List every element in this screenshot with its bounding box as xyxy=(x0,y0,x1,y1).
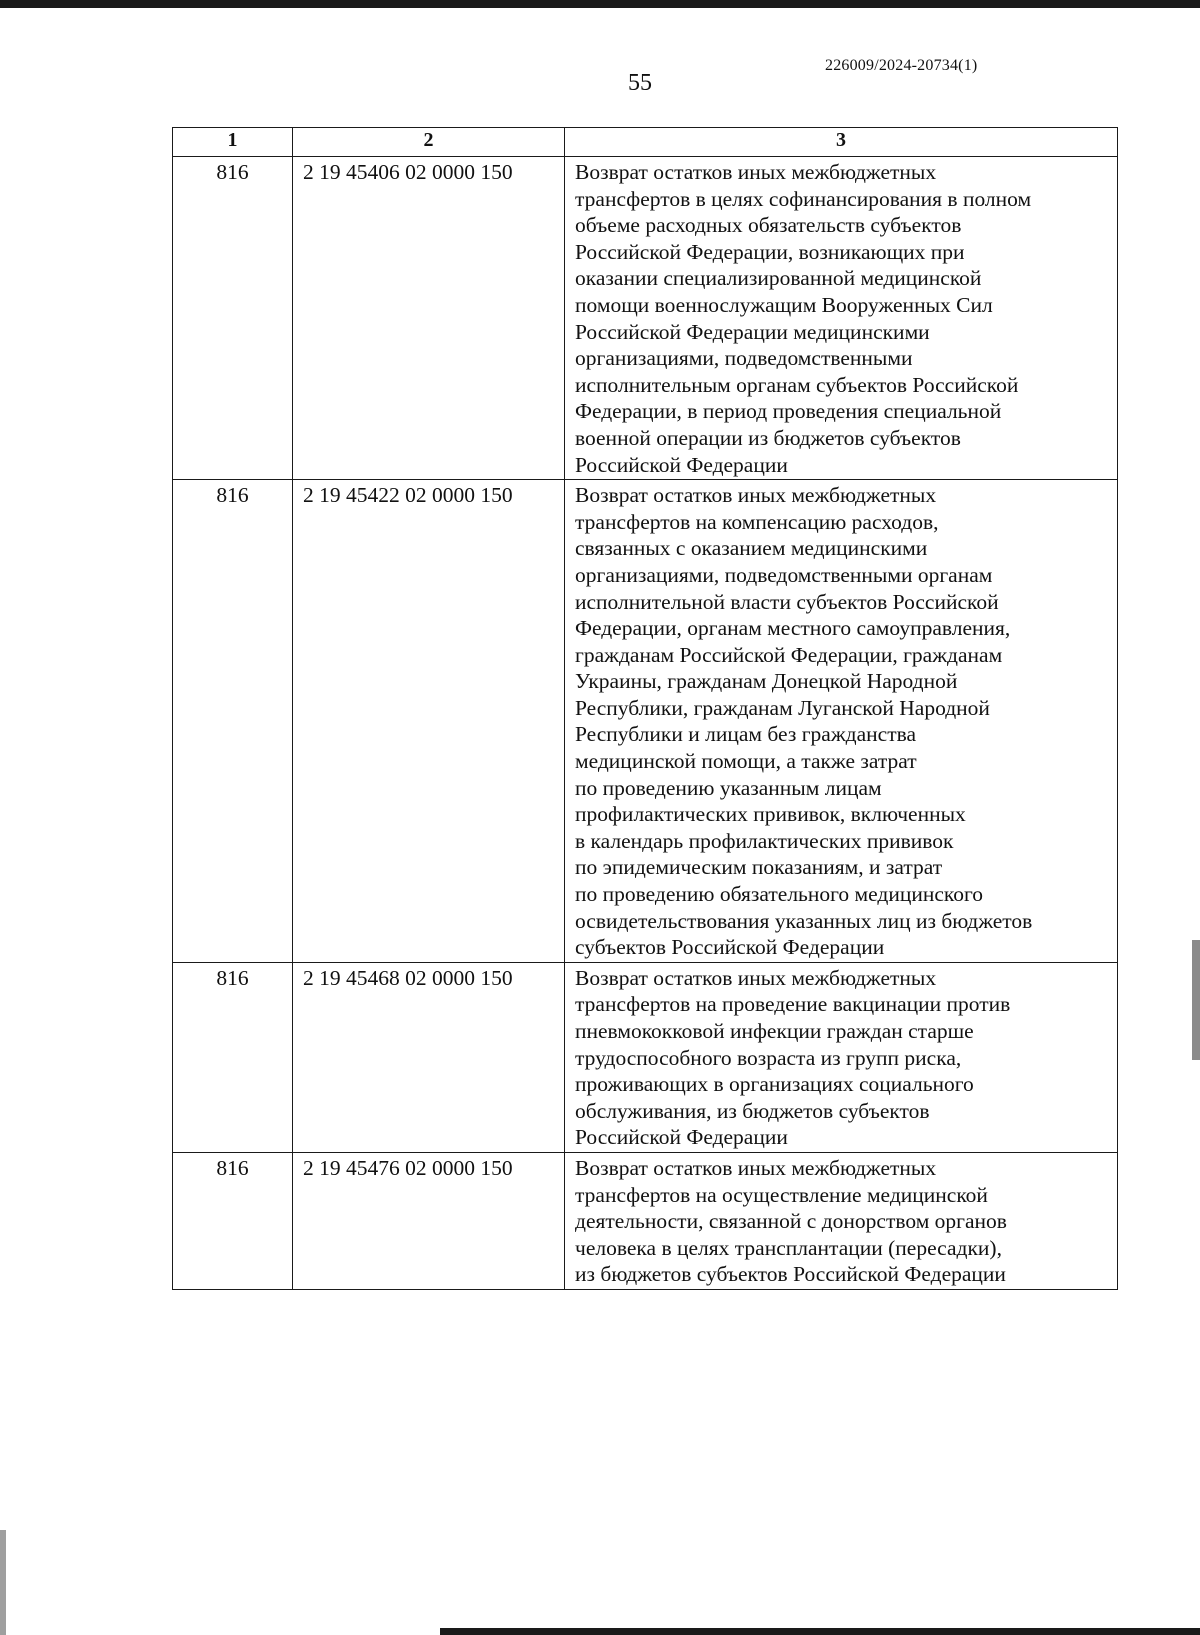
description-line: трансфертов на проведение вакцинации против xyxy=(575,992,1011,1017)
description-line: организациями, подведомственными органам xyxy=(575,562,993,587)
description-line: трансфертов на осуществление медицинской xyxy=(575,1182,988,1207)
description-line: пневмококковой инфекции граждан старше xyxy=(575,1019,974,1043)
admin-code-cell: 816 xyxy=(173,962,293,1152)
description-line: Возврат остатков иных межбюджетных xyxy=(575,483,937,508)
description-line: Возврат остатков иных межбюджетных xyxy=(575,1155,937,1180)
scan-bottom-edge xyxy=(440,1628,1200,1635)
description-line: трансфертов в целях софинансирования в полном xyxy=(575,186,1032,211)
document-id: 226009/2024-20734(1) xyxy=(825,57,978,74)
description-line: Российской Федерации xyxy=(575,452,788,477)
description-line: Украины, гражданам Донецкой Народной xyxy=(575,669,958,694)
column-header-1: 1 xyxy=(173,128,293,157)
description-line: связанных с оказанием медицинскими xyxy=(575,536,928,561)
description-line: Республики и лицам без гражданства xyxy=(575,722,917,747)
description-line: деятельности, связанной с донорством органов xyxy=(575,1209,1007,1234)
admin-code-cell: 816 xyxy=(173,157,293,480)
description-line: по проведению обязательного медицинского xyxy=(575,882,984,907)
budget-code-cell: 2 19 45468 02 0000 150 xyxy=(293,962,565,1152)
description-line: по эпидемическим показаниям, и затрат xyxy=(575,855,943,880)
table-header-row xyxy=(173,128,1118,157)
description-line: Российской Федерации, возникающих при xyxy=(575,239,965,264)
description-cell xyxy=(565,480,1118,963)
column-header-2: 2 xyxy=(293,128,565,157)
table-row xyxy=(173,962,1118,1152)
scan-left-edge xyxy=(0,1530,6,1635)
scan-right-edge xyxy=(1192,940,1200,1060)
description-line: гражданам Российской Федерации, гражданам xyxy=(575,642,1003,667)
table-row xyxy=(173,480,1118,963)
description-line: Возврат остатков иных межбюджетных xyxy=(575,965,937,990)
description-cell xyxy=(565,157,1118,480)
admin-code-cell: 816 xyxy=(173,1152,293,1289)
description-line: Федерации, органам местного самоуправления, xyxy=(575,616,1011,641)
description-cell xyxy=(565,1152,1118,1289)
column-header-3: 3 xyxy=(565,128,1118,157)
budget-code-cell: 2 19 45476 02 0000 150 xyxy=(293,1152,565,1289)
page-number: 55 xyxy=(628,70,652,96)
table-row xyxy=(173,1152,1118,1289)
description-line: Федерации, в период проведения специальной xyxy=(575,399,1002,424)
description-line: Возврат остатков иных межбюджетных xyxy=(575,160,937,184)
budget-code-cell: 2 19 45406 02 0000 150 xyxy=(293,157,565,480)
budget-code-table xyxy=(172,127,1118,1290)
description-line: субъектов Российской Федерации xyxy=(575,935,885,960)
description-line: проживающих в организациях социального xyxy=(575,1072,974,1097)
description-line: в календарь профилактических прививок xyxy=(575,828,954,853)
description-line: Российской Федерации медицинскими xyxy=(575,319,930,344)
description-line: военной операции из бюджетов субъектов xyxy=(575,425,961,450)
budget-code-cell: 2 19 45422 02 0000 150 xyxy=(293,480,565,963)
description-line: по проведению указанным лицам xyxy=(575,775,882,800)
admin-code-cell: 816 xyxy=(173,480,293,963)
description-line: обслуживания, из бюджетов субъектов xyxy=(575,1098,930,1123)
description-line: помощи военнослужащим Вооруженных Сил xyxy=(575,292,993,317)
description-line: объеме расходных обязательств субъектов xyxy=(575,213,962,238)
scan-top-edge xyxy=(0,0,1200,8)
description-cell xyxy=(565,962,1118,1152)
description-line: профилактических прививок, включенных xyxy=(575,802,966,827)
table-body xyxy=(173,157,1118,1290)
description-line: организациями, подведомственными xyxy=(575,346,913,371)
description-line: медицинской помощи, а также затрат xyxy=(575,749,917,774)
description-line: трансфертов на компенсацию расходов, xyxy=(575,509,939,534)
description-line: оказании специализированной медицинской xyxy=(575,266,982,291)
description-line: человека в целях трансплантации (пересадки), xyxy=(575,1235,1002,1260)
description-line: Республики, гражданам Луганской Народной xyxy=(575,695,990,720)
description-line: исполнительной власти субъектов Российской xyxy=(575,589,999,614)
description-line: из бюджетов субъектов Российской Федерации xyxy=(575,1262,1006,1287)
description-line: исполнительным органам субъектов Российской xyxy=(575,372,1019,397)
description-line: Российской Федерации xyxy=(575,1125,788,1150)
description-line: трудоспособного возраста из групп риска, xyxy=(575,1045,962,1070)
description-line: освидетельствования указанных лиц из бюджетов xyxy=(575,908,1033,933)
table-row xyxy=(173,157,1118,480)
